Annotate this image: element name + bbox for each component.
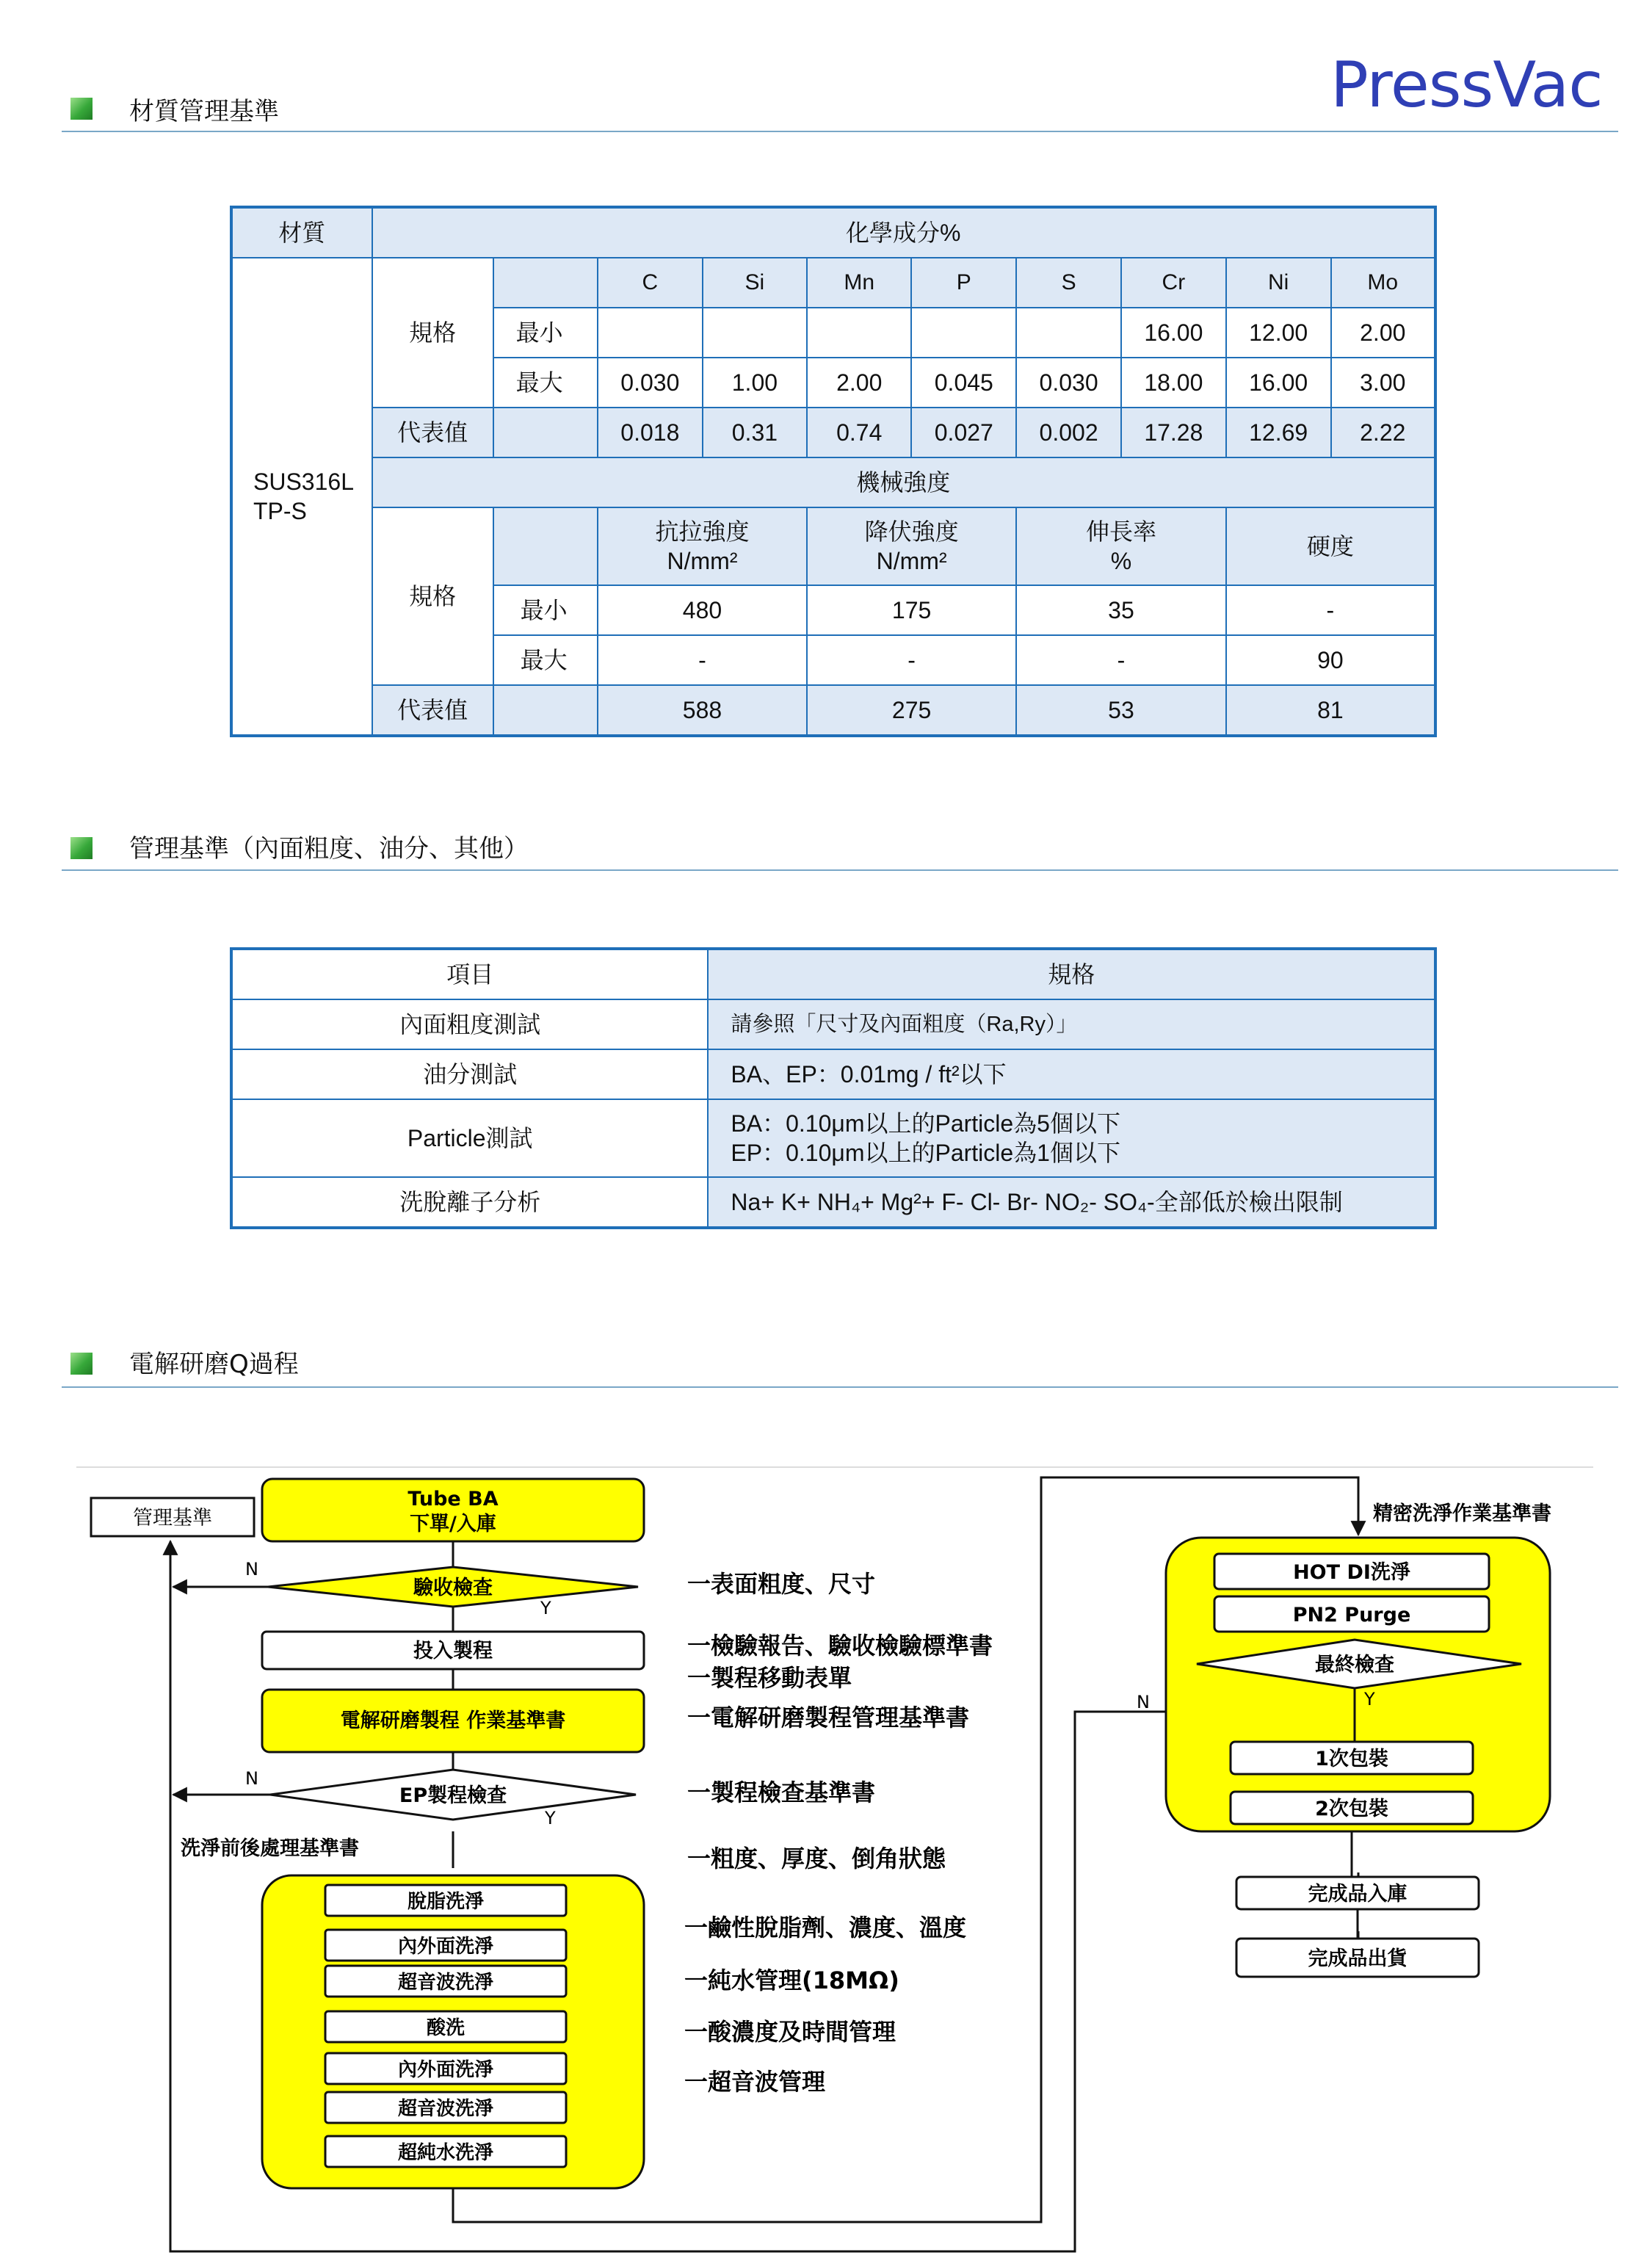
input-label: 投入製程 [413, 1640, 493, 1662]
clean-std-label: 洗淨前後處理基準書 [181, 1837, 359, 1860]
element-c: C [598, 258, 703, 308]
control-spec-roughness-line: 請參照「尺寸及內面粗度（Ra,Ry）」 [731, 1013, 1078, 1036]
mech-typ-elong: 53 [1016, 685, 1226, 736]
mech-min-tensile: 480 [598, 585, 807, 635]
clean-step-label: 超音波洗淨 [397, 1972, 494, 1994]
process-notes [684, 1570, 993, 2096]
mech-typ-hardness: 81 [1226, 685, 1435, 736]
final-check-label: 最終檢查 [1315, 1654, 1394, 1676]
process-note: 一電解研磨製程管理基準書 [687, 1704, 970, 1732]
chem-max-label: 最大 [493, 358, 598, 408]
chem-max-si: 1.00 [703, 358, 807, 408]
control-header-item: 項目 [231, 949, 708, 999]
header-material: 材質 [231, 207, 372, 258]
chem-min-cr: 16.00 [1121, 308, 1226, 358]
mech-min-elong: 35 [1016, 585, 1226, 635]
control-item-particle: Particle測試 [231, 1099, 708, 1177]
chem-max-cr: 18.00 [1121, 358, 1226, 408]
chem-min-ni: 12.00 [1226, 308, 1331, 358]
header-mech: 機械強度 [372, 457, 1435, 507]
mgmt-std-label: 管理基準 [133, 1507, 212, 1530]
chem-typ-p: 0.027 [911, 408, 1016, 457]
control-item-oil: 油分測試 [231, 1049, 708, 1099]
clean-step-label: 脫脂洗淨 [407, 1891, 485, 1913]
chem-max-c: 0.030 [598, 358, 703, 408]
tube-ba-line2: 下單/入庫 [410, 1513, 496, 1535]
pack1-label: 1次包裝 [1315, 1748, 1388, 1770]
chem-max-p: 0.045 [911, 358, 1016, 408]
process-note: 一酸濃度及時間管理 [684, 2018, 896, 2046]
mech-max-hardness: 90 [1226, 635, 1435, 685]
mech-max-yield: - [807, 635, 1016, 685]
clean-step-label: 內外面洗淨 [397, 2059, 494, 2081]
ep-check-yes-label: Y [545, 1808, 556, 1828]
control-spec-ion-line: Na+ K+ NH₄+ Mg²+ F- Cl- Br- NO₂- SO₄-全部低於檢出限制 [731, 1189, 1343, 1215]
process-note: 一純水管理(18MΩ) [684, 1966, 899, 1994]
chem-typ-ni: 12.69 [1226, 408, 1331, 457]
material-name: SUS316L [253, 468, 354, 495]
inspect-no-label: N [245, 1559, 258, 1579]
mech-typ-yield: 275 [807, 685, 1016, 736]
chem-spec-label: 規格 [372, 258, 493, 408]
clean-step-label: 內外面洗淨 [397, 1936, 494, 1958]
mech-elong-name: 伸長率 [1085, 518, 1156, 545]
ep-check-no-label: N [245, 1768, 258, 1789]
element-ni: Ni [1226, 258, 1331, 308]
material-grade: TP-S [253, 498, 307, 524]
chem-typ-cr: 17.28 [1121, 408, 1226, 457]
mech-tensile-unit: N/mm² [667, 548, 738, 574]
mech-max-label: 最大 [493, 635, 598, 685]
precision-std-label: 精密洗淨作業基準書 [1373, 1502, 1551, 1525]
chem-min-label: 最小 [493, 308, 598, 358]
chem-max-ni: 16.00 [1226, 358, 1331, 408]
mech-tensile-name: 抗拉強度 [655, 518, 750, 545]
mech-hardness-name: 硬度 [1306, 533, 1354, 560]
element-mo: Mo [1331, 258, 1435, 308]
control-item-roughness: 內面粗度測試 [231, 999, 708, 1049]
process-note: 一表面粗度、尺寸 [687, 1570, 876, 1598]
mech-min-label: 最小 [493, 585, 598, 635]
chem-max-s: 0.030 [1016, 358, 1121, 408]
process-note: 一鹼性脫脂劑、濃度、溫度 [684, 1914, 967, 1942]
element-cr: Cr [1121, 258, 1226, 308]
hot-di-label: HOT DI洗淨 [1293, 1561, 1410, 1584]
pack2-label: 2次包裝 [1315, 1798, 1388, 1820]
element-mn: Mn [807, 258, 911, 308]
ep-process-label: 電解研磨製程 作業基準書 [340, 1709, 566, 1732]
section-title-control: 管理基準（內面粗度、油分、其他） [129, 834, 529, 864]
mech-typ-tensile: 588 [598, 685, 807, 736]
control-header-spec: 規格 [708, 949, 1435, 999]
tube-ba-line1: Tube BA [407, 1488, 499, 1510]
element-si: Si [703, 258, 807, 308]
mech-min-yield: 175 [807, 585, 1016, 635]
chem-max-mo: 3.00 [1331, 358, 1435, 408]
control-spec-particle-ba: BA：0.10μm以上的Particle為5個以下 [731, 1110, 1120, 1137]
inspect-yes-label: Y [540, 1598, 551, 1618]
element-s: S [1016, 258, 1121, 308]
final-check-yes-label: Y [1364, 1689, 1375, 1709]
mech-spec-label: 規格 [372, 507, 493, 685]
clean-step-label: 超音波洗淨 [397, 2098, 494, 2120]
control-spec-particle-ep: EP：0.10μm以上的Particle為1個以下 [731, 1140, 1120, 1166]
ep-check-label: EP製程檢查 [399, 1784, 507, 1807]
chem-max-mn: 2.00 [807, 358, 911, 408]
clean-step-label: 酸洗 [426, 2017, 465, 2039]
chem-min-mo: 2.00 [1331, 308, 1435, 358]
chem-typical-label: 代表值 [372, 408, 493, 457]
clean-step-label: 超純水洗淨 [397, 2142, 494, 2164]
header-chem: 化學成分% [372, 207, 1435, 258]
mech-max-tensile: - [598, 635, 807, 685]
process-note: 一粗度、厚度、倒角狀態 [687, 1845, 946, 1872]
mech-yield-name: 降伏強度 [864, 518, 959, 545]
mech-yield-unit: N/mm² [876, 548, 947, 574]
chem-typ-mn: 0.74 [807, 408, 911, 457]
section-title-process: 電解研磨Q過程 [129, 1350, 299, 1379]
process-note: 一檢驗報告、驗收檢驗標準書 [687, 1632, 993, 1660]
mech-max-elong: - [1016, 635, 1226, 685]
brand-logo: PressVac [1330, 48, 1603, 122]
process-note: 一超音波管理 [684, 2068, 826, 2096]
control-spec-oil-line: BA、EP：0.01mg / ft²以下 [731, 1061, 1007, 1088]
process-note: 一製程檢查基準書 [687, 1778, 876, 1806]
process-note: 一製程移動表單 [687, 1664, 852, 1692]
mech-min-hardness: - [1226, 585, 1435, 635]
pn2-label: PN2 Purge [1292, 1604, 1411, 1626]
mech-elong-unit: % [1110, 548, 1132, 574]
mech-typical-label: 代表值 [372, 685, 493, 736]
element-p: P [911, 258, 1016, 308]
chem-typ-mo: 2.22 [1331, 408, 1435, 457]
final-check-no-label: N [1137, 1692, 1150, 1712]
ship-label: 完成品出貨 [1308, 1947, 1408, 1970]
stock-in-label: 完成品入庫 [1308, 1883, 1408, 1906]
chem-typ-c: 0.018 [598, 408, 703, 457]
control-item-ion: 洗脫離子分析 [231, 1177, 708, 1228]
section-title-material: 材質管理基準 [129, 97, 279, 126]
chem-typ-s: 0.002 [1016, 408, 1121, 457]
chem-typ-si: 0.31 [703, 408, 807, 457]
inspect-label: 驗收檢查 [413, 1577, 493, 1599]
